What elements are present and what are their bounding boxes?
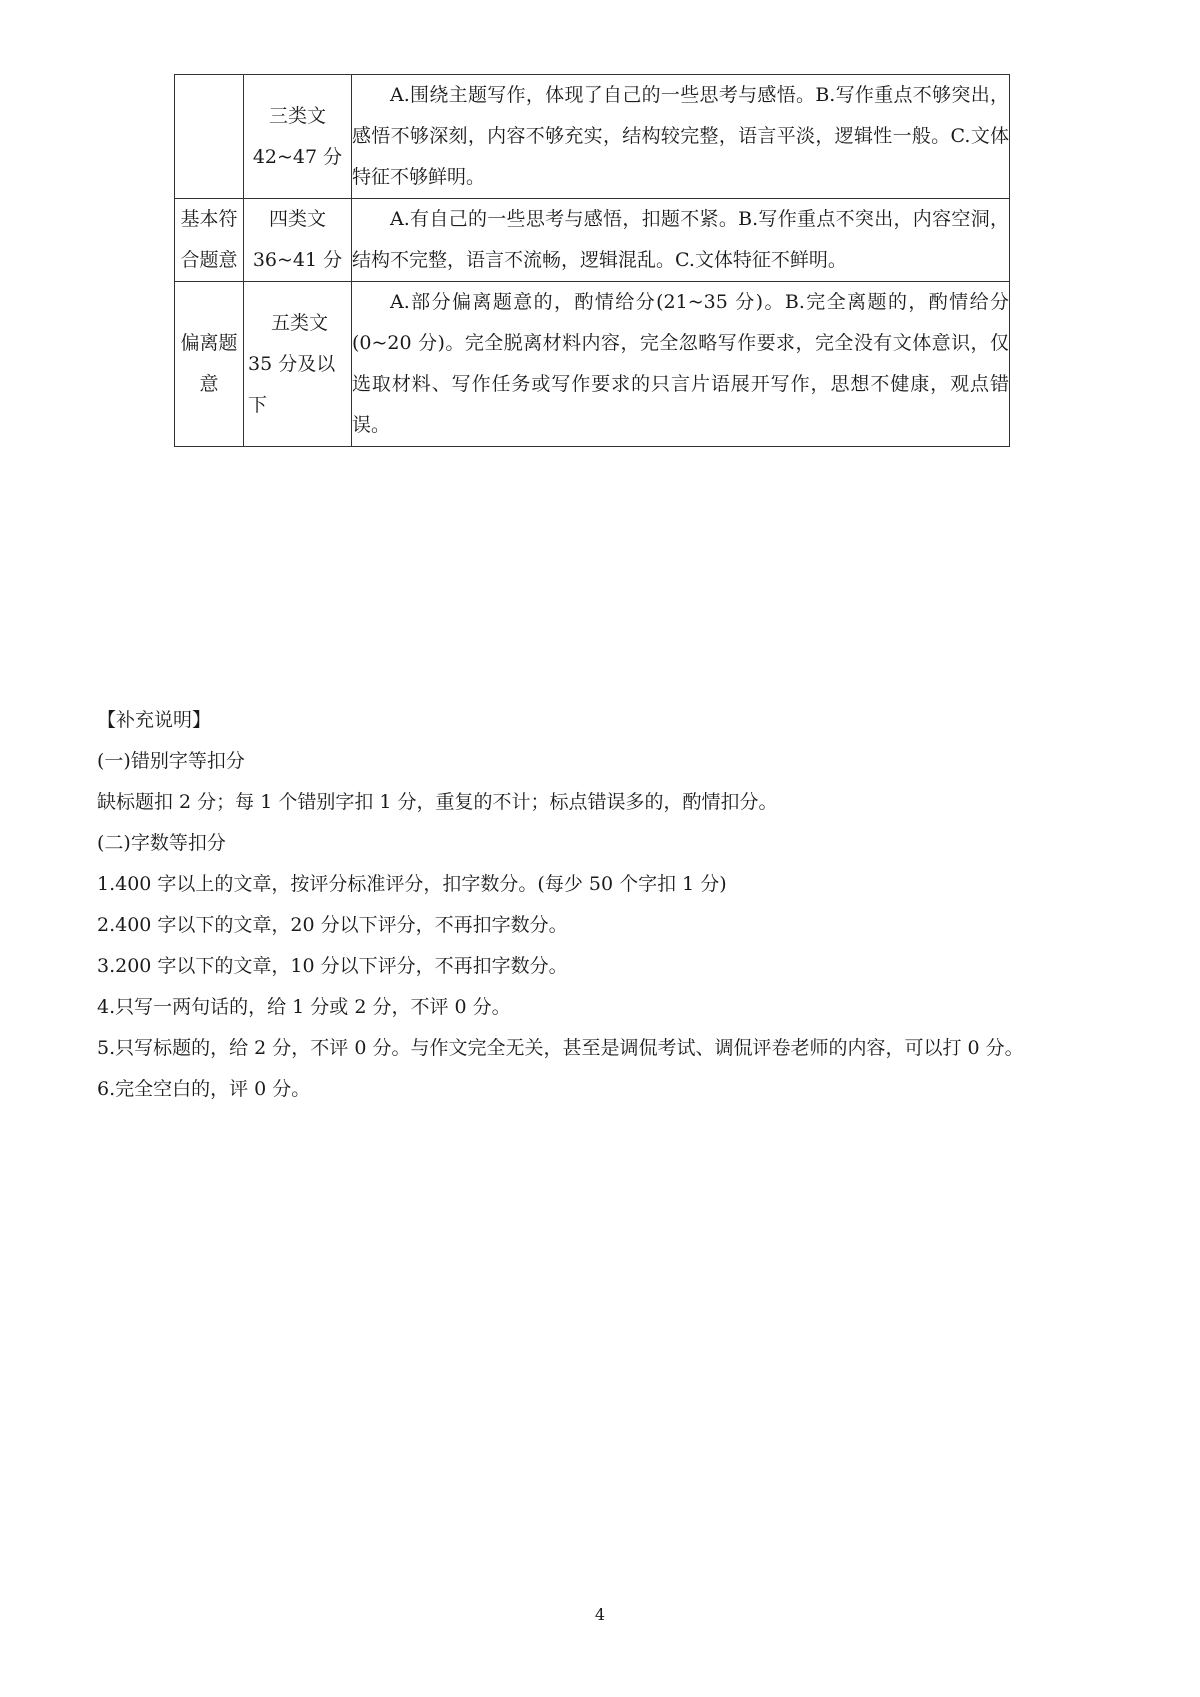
description-cell xyxy=(352,75,1010,199)
grade-name: 五类文 xyxy=(270,311,328,334)
description-cell xyxy=(352,199,1010,282)
section-title: (二)字数等扣分 xyxy=(97,832,226,854)
section-title: (一)错别字等扣分 xyxy=(97,750,245,772)
grade-description: A.有自己的一些思考与感悟，扣题不紧。B.写作重点不突出，内容空洞，结构不完整，语言不流畅，逻辑混乱。C.文体特征不鲜明。 xyxy=(352,208,1009,271)
grade-cell xyxy=(244,282,352,447)
description-cell xyxy=(352,282,1010,447)
grade-name: 四类文 xyxy=(268,208,326,230)
list-item: 3.200 字以下的文章，10 分以下评分，不再扣字数分。 xyxy=(97,955,568,977)
grade-score: 36~41 分 xyxy=(252,249,343,271)
level-cell xyxy=(175,75,244,199)
grade-cell xyxy=(244,75,352,199)
list-item: 6.完全空白的，评 0 分。 xyxy=(97,1078,311,1100)
table-row xyxy=(175,75,1010,199)
supplement-heading: 【补充说明】 xyxy=(97,709,212,731)
grade-cell xyxy=(244,199,352,282)
grade-score: 35 分及以下 xyxy=(248,352,336,416)
table-row xyxy=(175,282,1010,447)
list-item: 4.只写一两句话的，给 1 分或 2 分，不评 0 分。 xyxy=(97,996,511,1018)
page-number: 4 xyxy=(594,1605,606,1624)
list-item: 2.400 字以下的文章，20 分以下评分，不再扣字数分。 xyxy=(97,914,568,936)
level-cell: 偏离题意 xyxy=(175,282,244,447)
level-cell: 基本符合题意 xyxy=(175,199,244,282)
table-row xyxy=(175,199,1010,282)
grade-name: 三类文 xyxy=(268,104,326,127)
section-text: 缺标题扣 2 分；每 1 个错别字扣 1 分，重复的不计；标点错误多的，酌情扣分。 xyxy=(97,791,778,813)
list-item: 5.只写标题的，给 2 分，不评 0 分。与作文完全无关，甚至是调侃考试、调侃评卷老师的内容，可以打 0 分。 xyxy=(97,1037,1024,1059)
supplement-section xyxy=(97,700,1107,1110)
grade-description: A.部分偏离题意的，酌情给分(21~35 分)。B.完全离题的，酌情给分(0~20 分)。完全脱离材料内容，完全忽略写作要求，完全没有文体意识，仅选取材料、写作任务或写作要求的只言片语展开写作，思想不健康，观点错误。 xyxy=(352,291,1009,436)
scoring-rubric-table xyxy=(174,74,1010,447)
grade-description: A.围绕主题写作，体现了自己的一些思考与感悟。B.写作重点不够突出，感悟不够深刻，内容不够充实，结构较完整，语言平淡，逻辑性一般。C.文体特征不够鲜明。 xyxy=(352,84,1009,188)
list-item: 1.400 字以上的文章，按评分标准评分，扣字数分。(每少 50 个字扣 1 分) xyxy=(97,873,727,895)
grade-score: 42~47 分 xyxy=(252,145,343,168)
